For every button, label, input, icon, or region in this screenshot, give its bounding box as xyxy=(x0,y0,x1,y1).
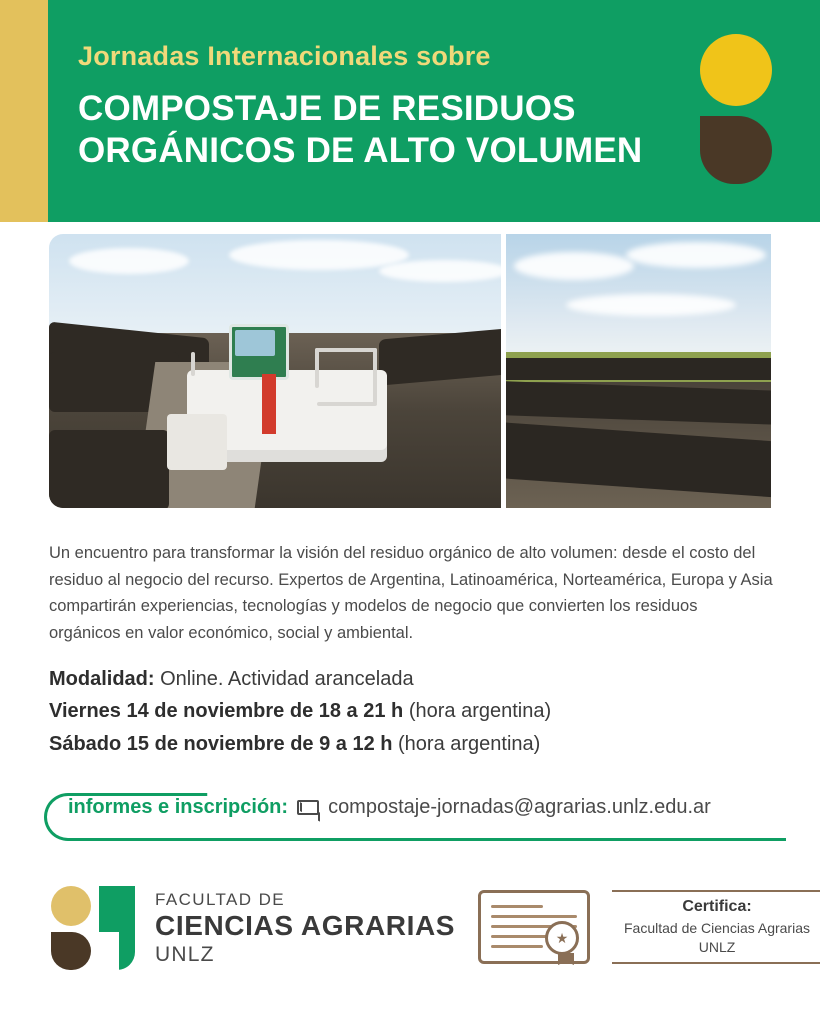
photo-compost-windrows xyxy=(506,234,771,508)
photo-strip xyxy=(49,234,771,508)
header-accent-bar xyxy=(0,0,48,222)
compost-windrow xyxy=(506,358,771,380)
faculty-logo-text xyxy=(155,889,455,968)
circle-icon xyxy=(700,34,772,106)
certificate-icon xyxy=(478,890,590,964)
certificate-line-1: Facultad de Ciencias Agrarias xyxy=(624,920,810,937)
photo-compost-turner xyxy=(49,234,501,508)
certificate-title: Certifica: xyxy=(682,898,752,916)
faculty-line-1: FACULTAD DE xyxy=(155,889,286,909)
faculty-line-3: UNLZ xyxy=(155,943,215,967)
day2-timezone: (hora argentina) xyxy=(392,732,541,755)
event-kicker: Jornadas Internacionales sobre xyxy=(78,41,491,71)
mail-icon xyxy=(297,800,319,815)
contact-email[interactable]: compostaje-jornadas@agrarias.unlz.edu.ar xyxy=(328,796,711,818)
poster-footer xyxy=(0,872,820,1024)
modality-value: Online. Actividad arancelada xyxy=(154,668,414,690)
contact-bar xyxy=(44,793,786,841)
sky-region xyxy=(506,234,771,360)
certificate-text xyxy=(612,890,820,963)
detail-modality xyxy=(49,663,773,695)
faculty-logo xyxy=(49,884,455,972)
page-title xyxy=(78,88,718,173)
circle-icon xyxy=(51,886,91,926)
day1-datetime: Viernes 14 de noviembre de 18 a 21 h xyxy=(49,700,404,723)
contact-content xyxy=(68,796,721,819)
poster-header xyxy=(0,0,820,222)
faculty-logo-mark xyxy=(49,884,137,972)
faculty-line-2: CIENCIAS AGRARIAS xyxy=(155,909,456,941)
brand-mark xyxy=(700,34,784,184)
modality-label: Modalidad: xyxy=(49,668,155,690)
certificate-block xyxy=(478,890,820,964)
bar-icon xyxy=(99,886,135,970)
event-details xyxy=(49,663,773,760)
day2-datetime: Sábado 15 de noviembre de 9 a 12 h xyxy=(49,732,393,755)
compost-pile xyxy=(49,430,169,508)
contact-label: informes e inscripción: xyxy=(68,796,289,818)
certificate-line-2: UNLZ xyxy=(698,938,736,955)
header-text-block xyxy=(78,42,718,173)
leaf-icon xyxy=(700,116,772,184)
lead-paragraph: Un encuentro para transformar la visión del residuo orgánico de alto volumen: desde el costo del residuo al negocio del recurso. Expertos de Argentina, Latinoamérica, Norteamérica, Europa y Asia compartirán experiencias, tecnologías y modelos de negocio que convierten los residuos orgánicos en valor económico, social y ambiental. xyxy=(49,544,773,643)
title-line-1: COMPOSTAJE DE RESIDUOS xyxy=(78,88,576,128)
leaf-icon xyxy=(51,932,91,970)
compost-turner-machine xyxy=(167,318,392,478)
detail-day-2 xyxy=(49,728,773,760)
detail-day-1 xyxy=(49,695,773,727)
seal-icon: ★ xyxy=(545,921,579,955)
day1-timezone: (hora argentina) xyxy=(403,700,552,723)
title-line-2: ORGÁNICOS DE ALTO VOLUMEN xyxy=(78,131,643,171)
